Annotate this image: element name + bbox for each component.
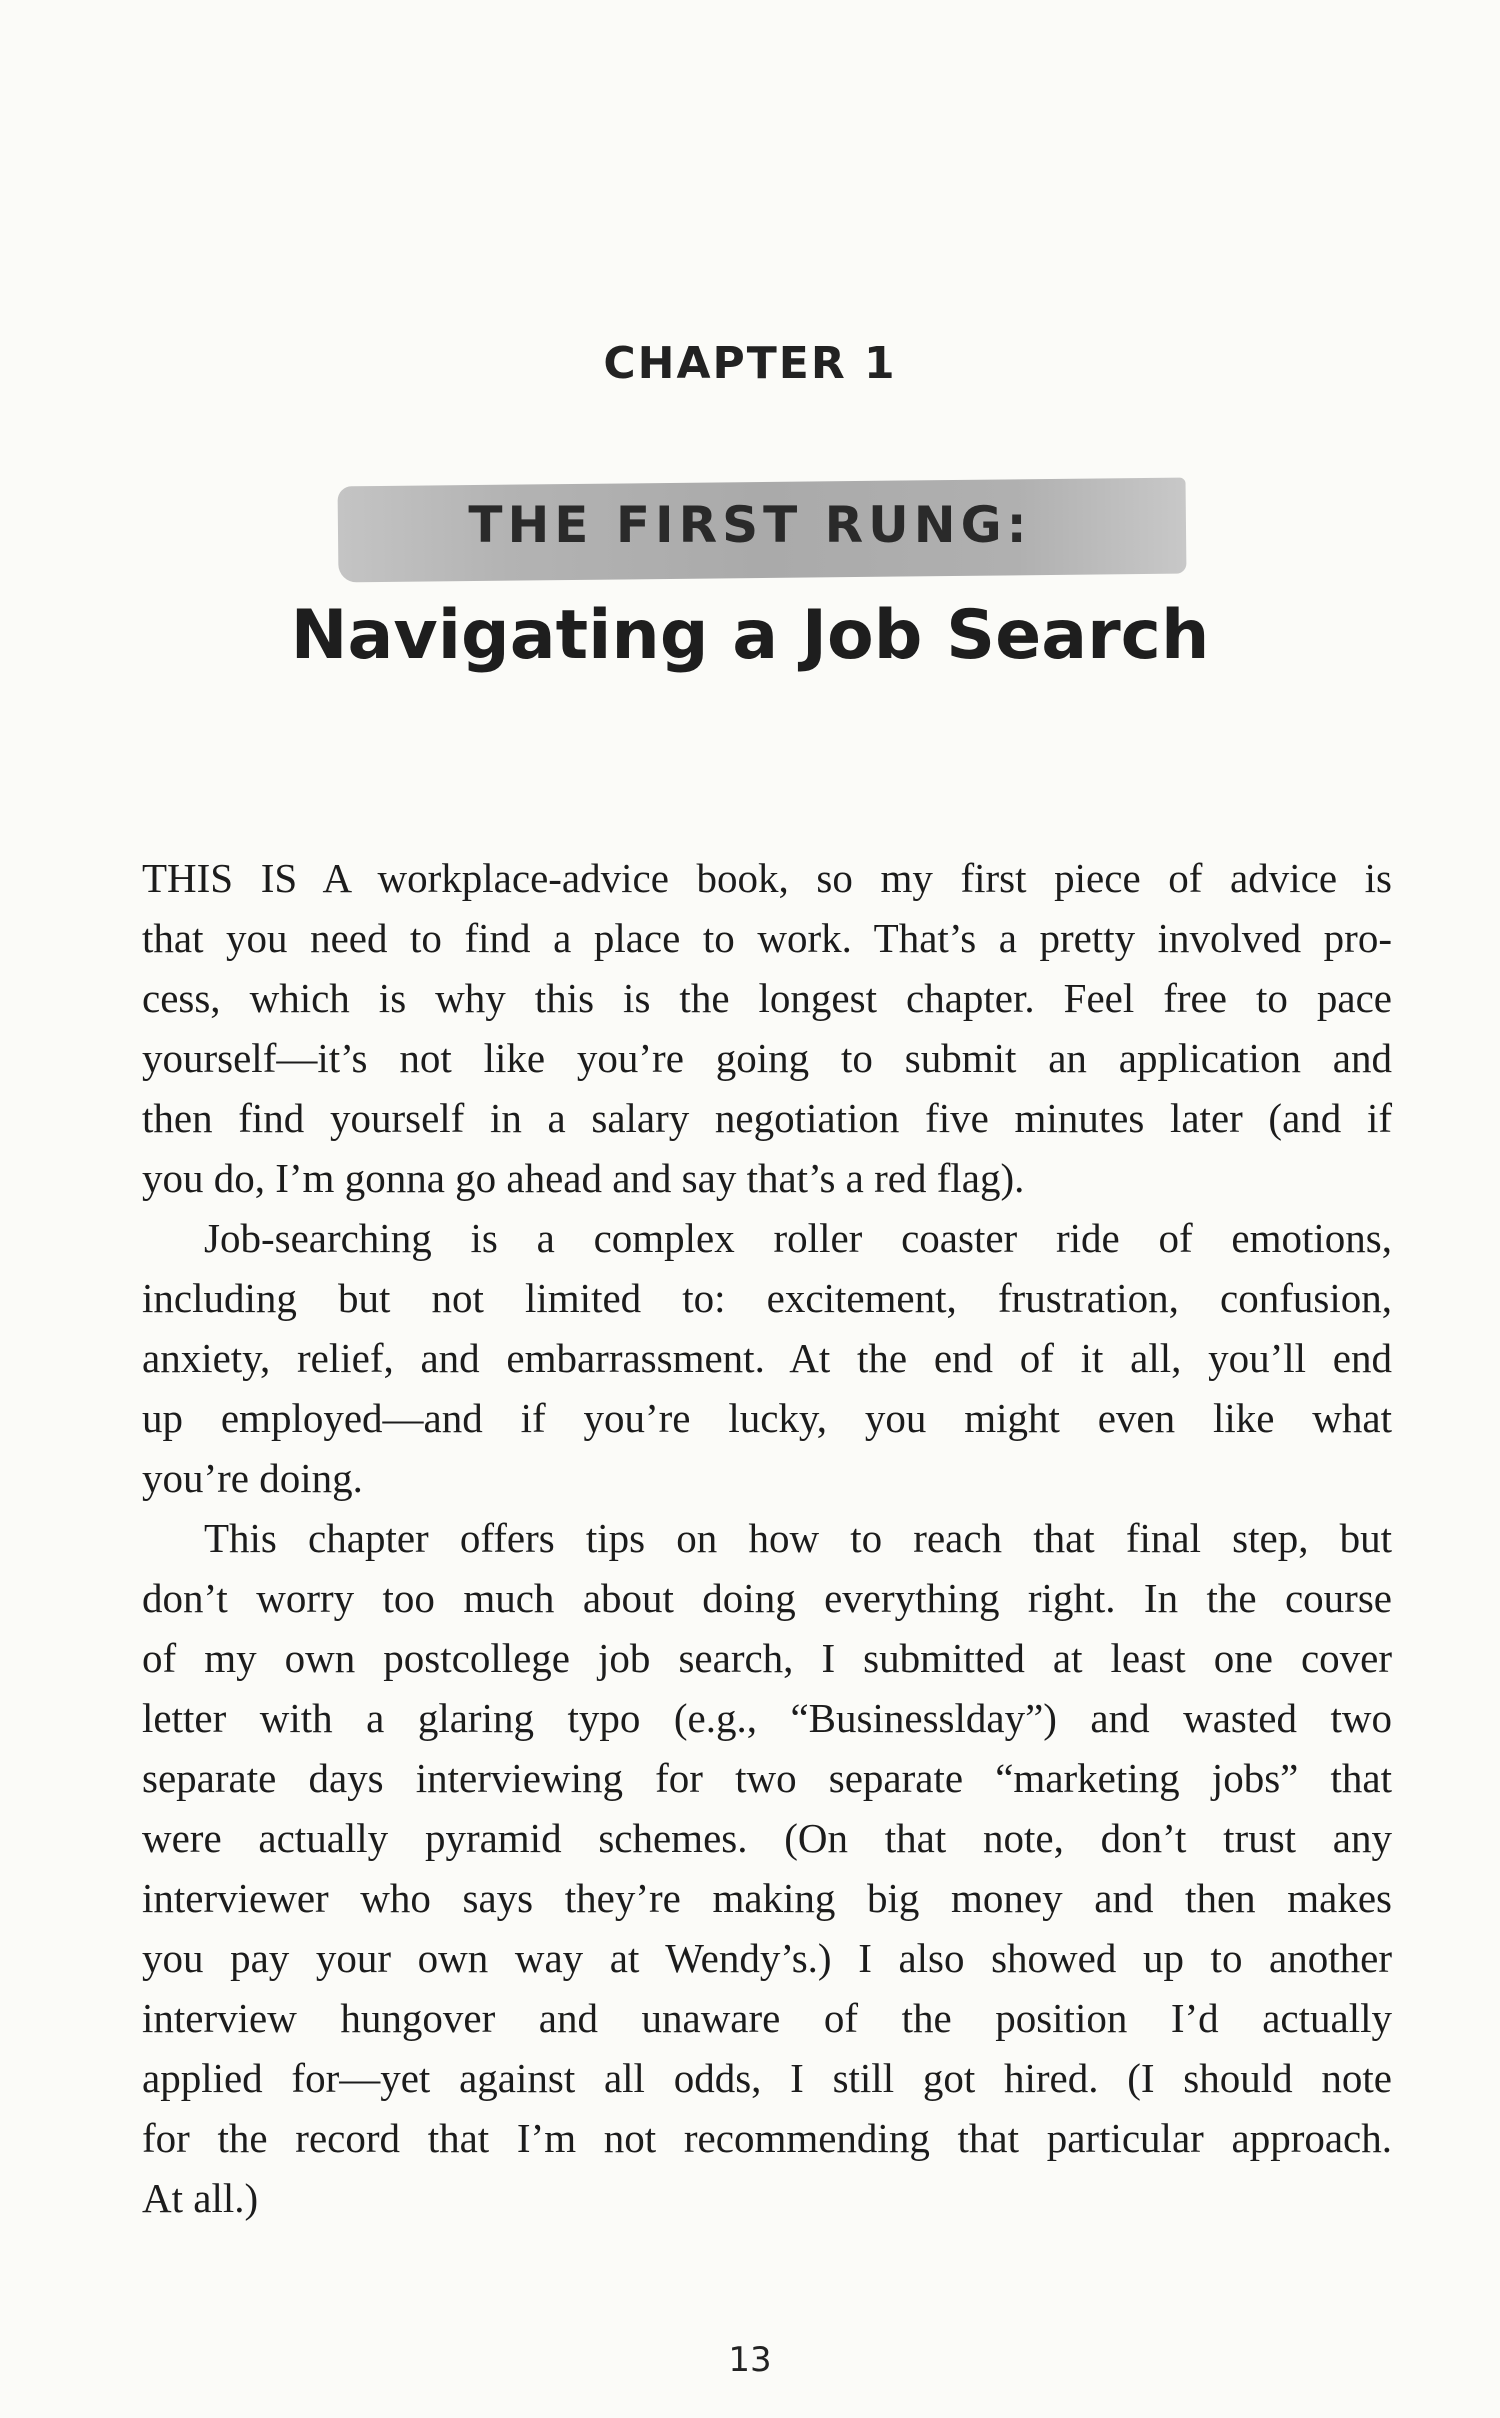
body-line: cess, which is why this is the longest chapter. Feel free to pace — [142, 975, 1392, 1021]
body-line: Job-searching is a complex roller coaster ride of emotions, — [204, 1215, 1392, 1261]
body-line: of my own postcollege job search, I submitted at least one cover — [142, 1635, 1392, 1681]
body-line: then find yourself in a salary negotiation five minutes later (and if — [142, 1095, 1392, 1141]
body-line: separate days interviewing for two separate “marketing jobs” that — [142, 1755, 1392, 1801]
body-text — [142, 848, 1392, 2228]
chapter-subtitle: THE FIRST RUNG: — [468, 496, 1032, 554]
body-line: applied for—yet against all odds, I still got hired. (I should note — [142, 2055, 1392, 2101]
page-number: 13 — [728, 2340, 772, 2380]
body-line: that you need to find a place to work. That’s a pretty involved pro- — [142, 915, 1392, 961]
body-line: were actually pyramid schemes. (On that note, don’t trust any — [142, 1815, 1392, 1861]
body-line: don’t worry too much about doing everything right. In the course — [142, 1575, 1392, 1621]
body-line: interview hungover and unaware of the position I’d actually — [142, 1995, 1392, 2041]
body-line: for the record that I’m not recommending that particular approach. — [142, 2115, 1392, 2161]
body-line: anxiety, relief, and embarrassment. At the end of it all, you’ll end — [142, 1335, 1392, 1381]
body-line: This chapter offers tips on how to reach that final step, but — [204, 1515, 1392, 1561]
body-line: you do, I’m gonna go ahead and say that’s a red flag). — [142, 1155, 1025, 1201]
body-line: interviewer who says they’re making big money and then makes — [142, 1875, 1392, 1921]
body-line: At all.) — [142, 2175, 259, 2221]
body-line: THIS IS A workplace-advice book, so my first piece of advice is — [142, 855, 1392, 901]
body-line: including but not limited to: excitement, frustration, confusion, — [142, 1275, 1392, 1321]
chapter-title: Navigating a Job Search — [290, 596, 1210, 675]
body-line: you pay your own way at Wendy’s.) I also showed up to another — [142, 1935, 1392, 1981]
chapter-label: CHAPTER 1 — [603, 338, 897, 389]
body-line: letter with a glaring typo (e.g., “Businesslday”) and wasted two — [142, 1695, 1392, 1741]
body-line: up employed—and if you’re lucky, you might even like what — [142, 1395, 1392, 1441]
body-line: you’re doing. — [142, 1455, 363, 1501]
body-line: yourself—it’s not like you’re going to submit an application and — [142, 1035, 1392, 1081]
